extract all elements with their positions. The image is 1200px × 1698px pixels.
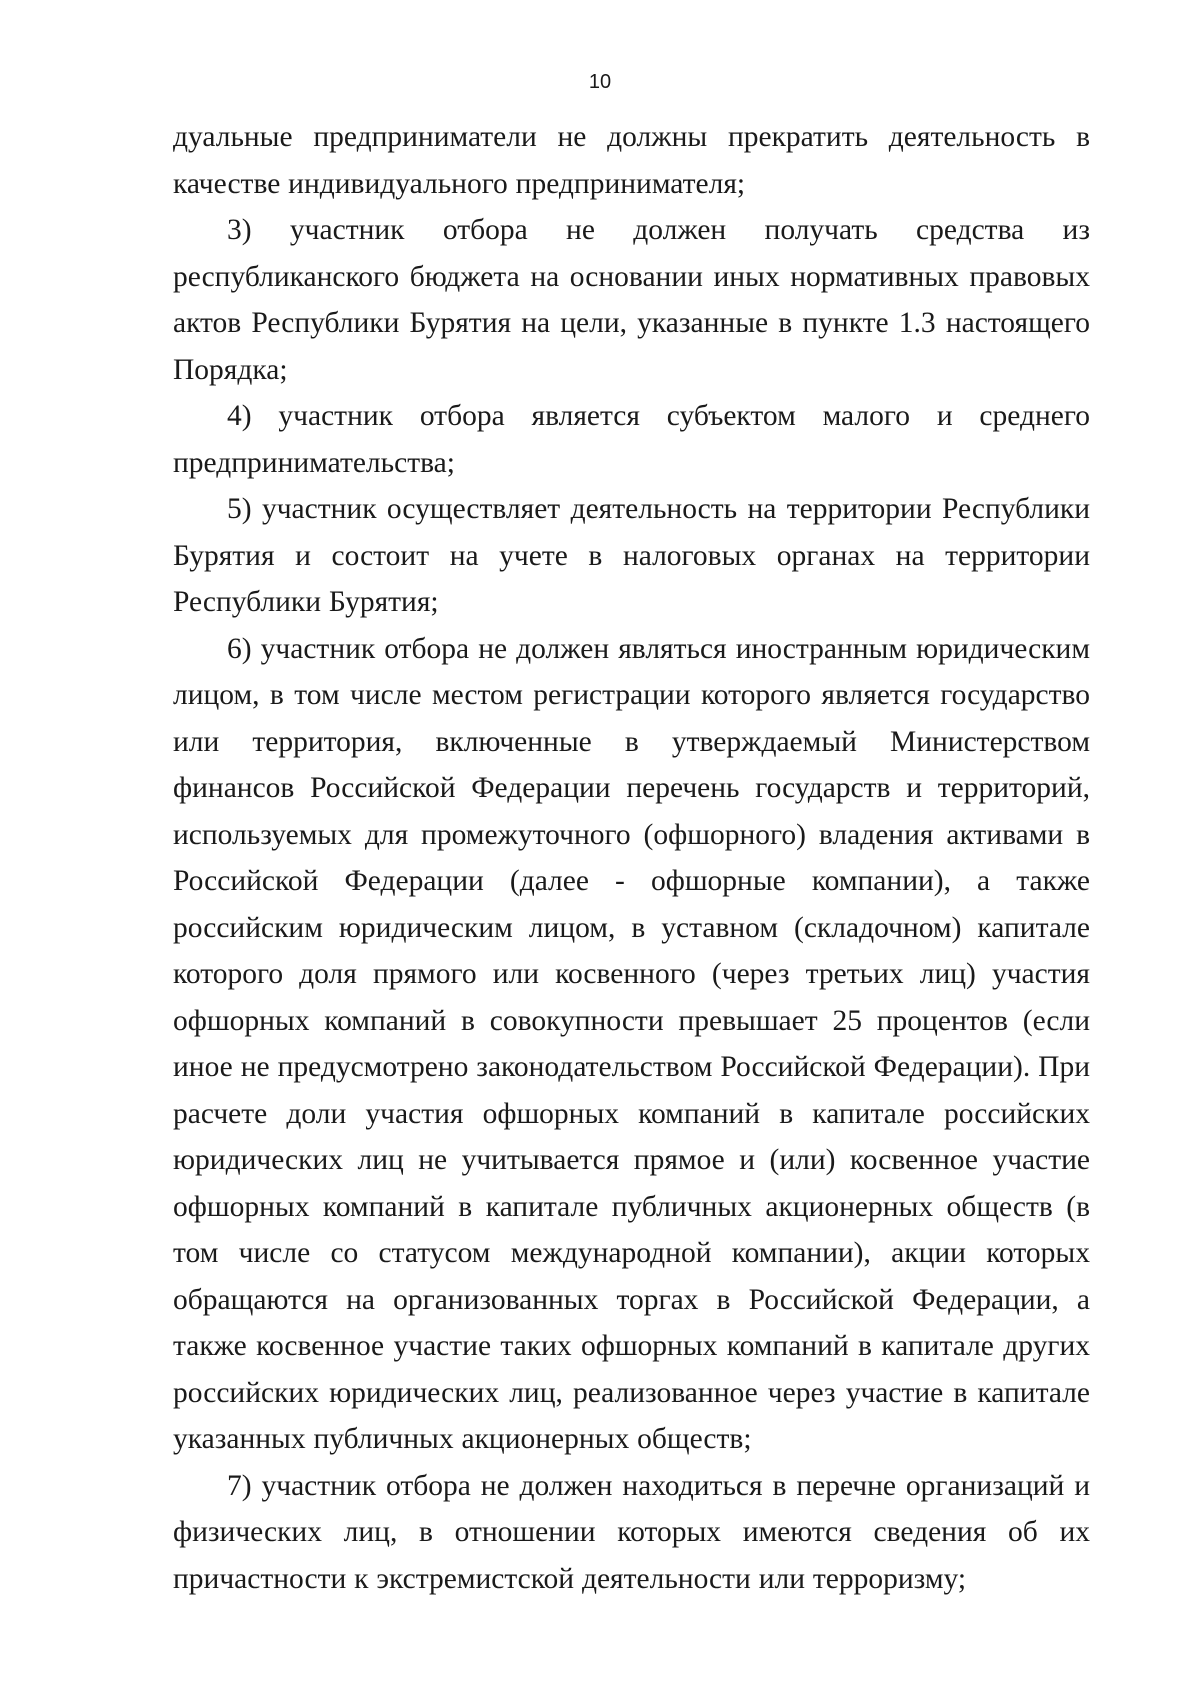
paragraph-item-6: 6) участник отбора не должен являться иностранным юридическим лицом, в том числе местом регистрации которого является государство или территория, включенные в утверждаемый Министерством финансов Российской Федерации перечень государств и территорий, используемых для промежуточного (офшорного) владения активами в Российской Федерации (далее - офшорные компании), а также российским юридическим лицом, в уставном (складочном) капитале которого доля прямого или косвенного (через третьих лиц) участия офшорных компаний в совокупности превышает 25 процентов (если иное не предусмотрено законодательством Российской Федерации). При расчете доли участия офшорных компаний в капитале российских юридических лиц не учитывается прямое и (или) косвенное участие офшорных компаний в капитале публичных акционерных обществ (в том числе со статусом международной компании), акции которых обращаются на организованных торгах в Российской Федерации, а также косвенное участие таких офшорных компаний в капитале других российских юридических лиц, реализованное через участие в капитале указанных публичных акционерных обществ; <box>173 632 1090 1455</box>
paragraph-item-3: 3) участник отбора не должен получать средства из республиканского бюджета на основании иных нормативных правовых актов Республики Бурятия на цели, указанные в пункте 1.3 настоящего Порядка; <box>173 214 1090 386</box>
paragraph-item-4: 4) участник отбора является субъектом малого и среднего предпринимательства; <box>173 400 1090 479</box>
paragraph-item-5: 5) участник осуществляет деятельность на территории Республики Бурятия и состоит на учете в налоговых органах на территории Республики Бурятия; <box>173 493 1090 618</box>
document-body <box>173 114 1090 1602</box>
paragraph-item-7: 7) участник отбора не должен находиться в перечне организаций и физических лиц, в отношении которых имеются сведения об их причастности к экстремистской деятельности или терроризму; <box>173 1469 1090 1595</box>
page-number: 10 <box>588 71 612 93</box>
paragraph-continuation: дуальные предприниматели не должны прекратить деятельность в качестве индивидуального предпринимателя; <box>173 121 1090 200</box>
